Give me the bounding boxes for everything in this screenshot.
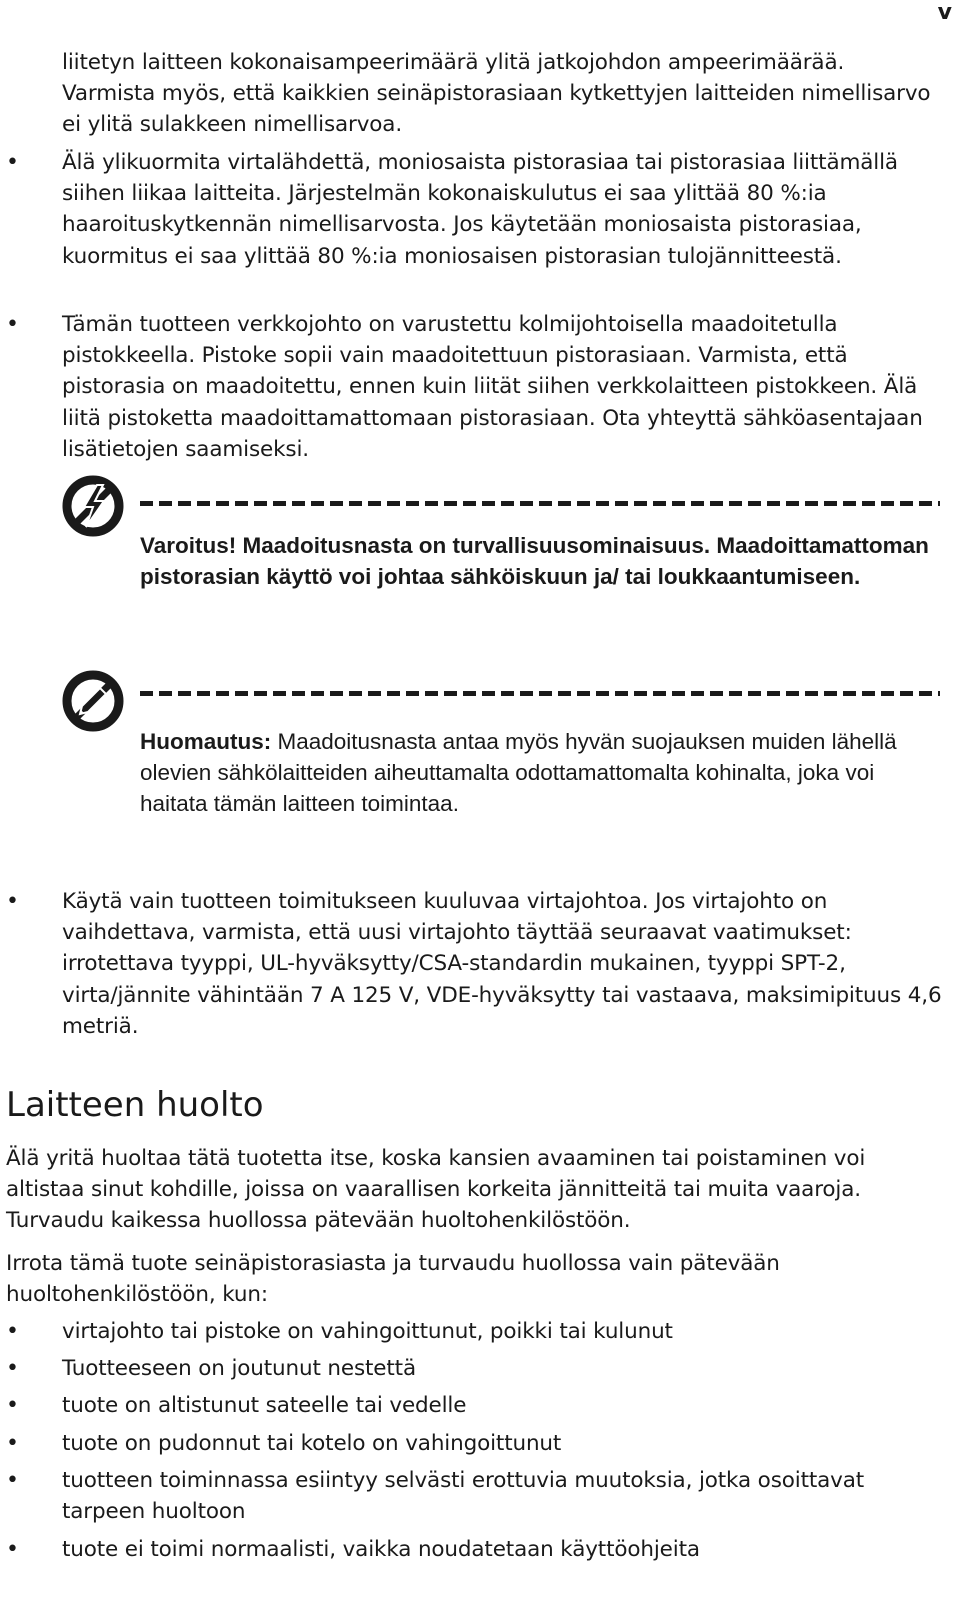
bullet-glyph: • [6, 1431, 19, 1456]
warning-divider [140, 501, 940, 506]
list-item: tuotteen toiminnassa esiintyy selvästi erottuvia muutoksia, jotka osoittavat tarpeen huoltoon [62, 1468, 865, 1525]
intro-paragraph: liitetyn laitteen kokonaisampeerimäärä ylitä jatkojohdon ampeerimäärää. Varmista myös, että kaikkien seinäpistorasiaan kytkettyjen laitteiden nimellisarvo ei ylitä sulakkeen nimellisarvoa. [62, 50, 931, 138]
note-pen-icon [60, 668, 126, 734]
note-label: Huomautus: [140, 729, 272, 754]
note-body: Maadoitusnasta antaa myös hyvän suojauksen muiden lähellä olevien sähkölaitteiden aiheuttamalta odottamattomalta kohinalta, joka voi haitata tämän laitteen toimintaa. [140, 729, 897, 817]
bullet-glyph: • [6, 1537, 19, 1562]
bullet-power-cord: Käytä vain tuotteen toimitukseen kuuluvaa virtajohtoa. Jos virtajohto on vaihdettava, varmista, että uusi virtajohto täyttää seuraavat vaatimukset: irrotettava tyyppi, UL-hyväksytty/CSA-standardin mukainen, tyyppi SPT-2, virta/jännite vähintään 7 A 125 V, VDE-hyväksytty tai vastaava, maksimipituus 4,6 metriä. [62, 889, 942, 1039]
bullet-grounded-plug: Tämän tuotteen verkkojohto on varustettu kolmijohtoisella maadoitetulla pistokkeella. Pistoke sopii vain maadoitettuun pistorasiaan. Varmista, että pistorasia on maadoitettu, ennen kuin liität siihen verkkolaitteen pistokkeen. Älä liitä pistoketta maadoittamattomaan pistorasiaan. Ota yhteyttä sähköasentajaan lisätietojen saamiseksi. [62, 312, 923, 462]
note-divider [140, 691, 940, 696]
warning-text: Varoitus! Maadoitusnasta on turvallisuusominaisuus. Maadoittamattoman pistorasian käyttö voi johtaa sähköiskuun ja/ tai loukkaantumiseen. [140, 533, 929, 590]
list-item: Tuotteeseen on joutunut nestettä [62, 1356, 416, 1381]
page-number: v [937, 0, 952, 25]
bullet-glyph: • [6, 1393, 19, 1418]
list-item: tuote on altistunut sateelle tai vedelle [62, 1393, 467, 1418]
list-item: tuote ei toimi normaalisti, vaikka noudatetaan käyttöohjeita [62, 1537, 700, 1562]
bullet-glyph: • [6, 889, 19, 914]
bullet-overload: Älä ylikuormita virtalähdettä, moniosaista pistorasiaa tai pistorasiaa liittämällä siihen liikaa laitteita. Järjestelmän kokonaiskulutus ei saa ylittää 80 %:ia haaroituskytkennän nimellisarvosta. Jos käytetään moniosaista pistorasiaa, kuormitus ei saa ylittää 80 %:ia moniosaisen pistorasian tulojännitteestä. [62, 150, 898, 269]
list-item: tuote on pudonnut tai kotelo on vahingoittunut [62, 1431, 562, 1456]
note-text [140, 726, 940, 820]
service-paragraph: Älä yritä huoltaa tätä tuotetta itse, koska kansien avaaminen tai poistaminen voi altistaa sinut kohdille, joissa on vaarallisen korkeita jännitteitä tai muita vaaroja. Turvaudu kaikessa huollossa pätevään huoltohenkilöstöön. [6, 1146, 866, 1234]
service-paragraph: Irrota tämä tuote seinäpistorasiasta ja turvaudu huollossa vain pätevään huoltohenkilöstöön, kun: [6, 1251, 780, 1308]
bullet-glyph: • [6, 1319, 19, 1344]
bullet-glyph: • [6, 1468, 19, 1493]
bullet-glyph: • [6, 150, 19, 175]
bullet-glyph: • [6, 1356, 19, 1381]
list-item: virtajohto tai pistoke on vahingoittunut, poikki tai kulunut [62, 1319, 673, 1344]
warning-lightning-icon [60, 473, 126, 539]
section-heading: Laitteen huolto [6, 1085, 264, 1125]
bullet-glyph: • [6, 312, 19, 337]
